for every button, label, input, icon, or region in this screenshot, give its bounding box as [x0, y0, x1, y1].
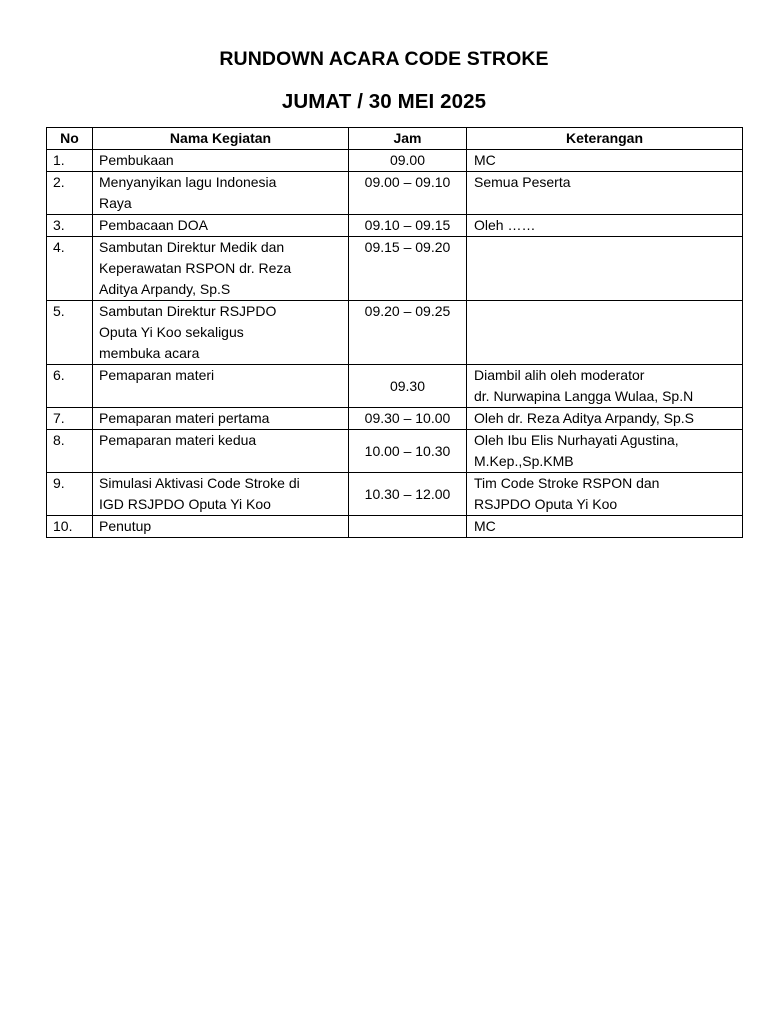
header-no: No [47, 128, 93, 150]
remarks-cell [467, 430, 743, 473]
activity-name [93, 430, 349, 473]
activity-name [93, 150, 349, 172]
activity-name-line: Simulasi Aktivasi Code Stroke di [99, 475, 300, 491]
table-header-row [47, 128, 743, 150]
table-row [47, 301, 743, 365]
activity-name-line: membuka acara [99, 345, 200, 361]
time-cell: 09.00 – 09.10 [349, 172, 467, 215]
document-subtitle: JUMAT / 30 MEI 2025 [281, 90, 487, 113]
table-row [47, 430, 743, 473]
remarks-cell [467, 237, 743, 301]
row-number: 5. [47, 301, 93, 365]
remarks-line: Oleh Ibu Elis Nurhayati Agustina, [474, 432, 679, 448]
remarks-line: Tim Code Stroke RSPON dan [474, 475, 660, 491]
remarks-line: Oleh …… [474, 217, 536, 233]
row-number: 9. [47, 473, 93, 516]
activity-name [93, 172, 349, 215]
remarks-cell [467, 301, 743, 365]
rundown-table [46, 127, 743, 538]
activity-name [93, 215, 349, 237]
activity-name-line: Pembukaan [99, 152, 174, 168]
table-row [47, 237, 743, 301]
activity-name-line: Raya [99, 195, 132, 211]
remarks-cell [467, 365, 743, 408]
table-row [47, 150, 743, 172]
remarks-cell [467, 172, 743, 215]
table-row [47, 365, 743, 408]
table-row [47, 215, 743, 237]
activity-name-line: Sambutan Direktur RSJPDO [99, 303, 277, 319]
time-cell: 09.00 [349, 150, 467, 172]
remarks-line: MC [474, 518, 496, 534]
activity-name-line: IGD RSJPDO Oputa Yi Koo [99, 496, 271, 512]
row-number: 3. [47, 215, 93, 237]
activity-name-line: Pemaparan materi pertama [99, 410, 270, 426]
time-cell: 10.00 – 10.30 [349, 430, 467, 473]
row-number: 2. [47, 172, 93, 215]
table-row [47, 516, 743, 538]
remarks-cell [467, 516, 743, 538]
row-number: 8. [47, 430, 93, 473]
row-number: 4. [47, 237, 93, 301]
table-row [47, 172, 743, 215]
row-number: 1. [47, 150, 93, 172]
table-row [47, 408, 743, 430]
remarks-line: MC [474, 152, 496, 168]
remarks-line: RSJPDO Oputa Yi Koo [474, 496, 618, 512]
header-keterangan: Keterangan [467, 128, 743, 150]
activity-name-line: Penutup [99, 518, 152, 534]
row-number: 7. [47, 408, 93, 430]
activity-name-line: Pemaparan materi kedua [99, 432, 257, 448]
remarks-line: dr. Nurwapina Langga Wulaa, Sp.N [474, 388, 694, 404]
activity-name-line: Pembacaan DOA [99, 217, 208, 233]
time-cell: 09.30 – 10.00 [349, 408, 467, 430]
activity-name [93, 237, 349, 301]
time-cell: 10.30 – 12.00 [349, 473, 467, 516]
time-cell: 09.15 – 09.20 [349, 237, 467, 301]
activity-name [93, 516, 349, 538]
row-number: 6. [47, 365, 93, 408]
activity-name-line: Aditya Arpandy, Sp.S [99, 281, 231, 297]
table-row [47, 473, 743, 516]
document-title: RUNDOWN ACARA CODE STROKE [219, 48, 549, 70]
activity-name [93, 473, 349, 516]
header-jam: Jam [349, 128, 467, 150]
time-cell: 09.10 – 09.15 [349, 215, 467, 237]
remarks-cell [467, 150, 743, 172]
row-number: 10. [47, 516, 93, 538]
time-cell [349, 516, 467, 538]
remarks-cell [467, 473, 743, 516]
remarks-line: M.Kep.,Sp.KMB [474, 453, 574, 469]
time-cell: 09.20 – 09.25 [349, 301, 467, 365]
activity-name-line: Keperawatan RSPON dr. Reza [99, 260, 292, 276]
activity-name [93, 365, 349, 408]
remarks-cell [467, 408, 743, 430]
remarks-line: Oleh dr. Reza Aditya Arpandy, Sp.S [474, 410, 694, 426]
activity-name-line: Pemaparan materi [99, 367, 215, 383]
time-cell: 09.30 [349, 365, 467, 408]
activity-name-line: Menyanyikan lagu Indonesia [99, 174, 277, 190]
activity-name-line: Sambutan Direktur Medik dan [99, 239, 285, 255]
activity-name-line: Oputa Yi Koo sekaligus [99, 324, 244, 340]
remarks-cell [467, 215, 743, 237]
activity-name [93, 408, 349, 430]
activity-name [93, 301, 349, 365]
remarks-line: Semua Peserta [474, 174, 571, 190]
header-nama-kegiatan: Nama Kegiatan [93, 128, 349, 150]
remarks-line: Diambil alih oleh moderator [474, 367, 645, 383]
